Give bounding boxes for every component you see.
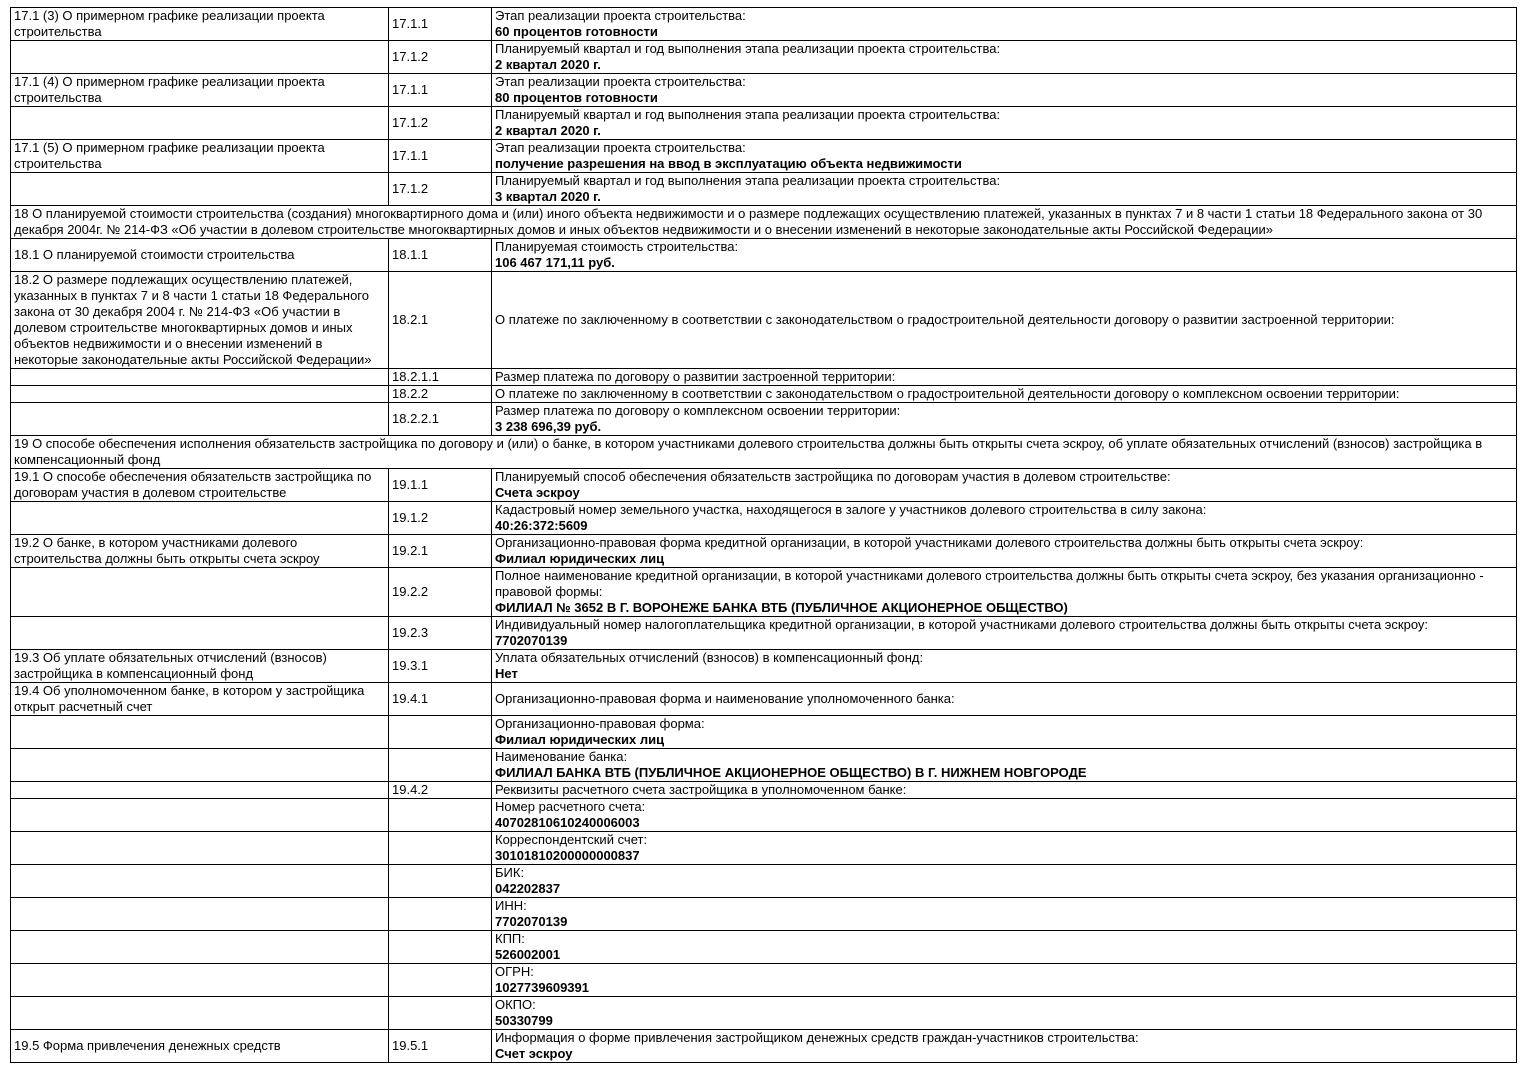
table-row [11,41,1517,74]
item-number-cell: 19.1.2 [389,502,492,535]
description-cell [11,931,389,964]
field-label: Организационно-правовая форма кредитной организации, в которой участниками долевого строительства должны быть открыты счета эскроу: [495,535,1364,550]
item-number-cell: 19.1.1 [389,469,492,502]
content-cell [492,782,1517,799]
section-header-cell: 19 О способе обеспечения исполнения обязательств застройщика по договору и (или) о банке, в котором участниками долевого строительства должны быть открыты счета эскроу, об уплате обязательных отчислений (взносов) застройщика в компенсационный фонд [11,436,1517,469]
content-cell [492,272,1517,369]
description-cell: 18.2 О размере подлежащих осуществлению платежей, указанных в пунктах 7 и 8 части 1 статьи 18 Федерального закона от 30 декабря 2004 г. № 214-ФЗ «Об участии в долевом строительстве многоквартирных домов и иных объектов недвижимости и о внесении изменений в некоторые законодательные акты Российской Федерации» [11,272,389,369]
table-row [11,386,1517,403]
table-row [11,683,1517,716]
field-value: 7702070139 [495,914,568,929]
field-value: 30101810200000000837 [495,848,640,863]
field-value: 7702070139 [495,633,568,648]
item-number-cell: 19.5.1 [389,1030,492,1063]
content-cell [492,173,1517,206]
description-cell [11,898,389,931]
field-label: ОКПО: [495,997,536,1012]
field-value: 1027739609391 [495,980,589,995]
item-number-cell [389,898,492,931]
item-number-cell: 19.4.1 [389,683,492,716]
description-cell: 19.3 Об уплате обязательных отчислений (взносов) застройщика в компенсационный фонд [11,650,389,683]
field-value: 2 квартал 2020 г. [495,57,601,72]
field-label: Полное наименование кредитной организации, в которой участниками долевого строительства должны быть открыты счета эскроу, без указания организационно - правовой формы: [495,568,1484,599]
field-label: Информация о форме привлечения застройщиком денежных средств граждан-участников строительства: [495,1030,1139,1045]
content-cell [492,403,1517,436]
item-number-cell [389,749,492,782]
field-label: Планируемый квартал и год выполнения этапа реализации проекта строительства: [495,107,1001,122]
table-row [11,469,1517,502]
item-number-cell [389,931,492,964]
description-cell [11,41,389,74]
table-row [11,403,1517,436]
item-number-cell: 18.2.2.1 [389,403,492,436]
content-cell [492,8,1517,41]
description-cell: 17.1 (5) О примерном графике реализации проекта строительства [11,140,389,173]
field-value: 80 процентов готовности [495,90,658,105]
field-label: ОГРН: [495,964,534,979]
table-row [11,74,1517,107]
content-cell [492,107,1517,140]
table-row [11,865,1517,898]
content-cell [492,568,1517,617]
field-label: Наименование банка: [495,749,628,764]
field-value: 40702810610240006003 [495,815,640,830]
description-cell [11,617,389,650]
item-number-cell: 19.2.2 [389,568,492,617]
table-row [11,239,1517,272]
table-row [11,650,1517,683]
description-cell [11,716,389,749]
field-label: Реквизиты расчетного счета застройщика в уполномоченном банке: [495,782,907,797]
item-number-cell: 18.2.2 [389,386,492,403]
item-number-cell: 17.1.1 [389,8,492,41]
field-label: ИНН: [495,898,527,913]
field-label: Этап реализации проекта строительства: [495,8,746,23]
item-number-cell [389,716,492,749]
field-label: Организационно-правовая форма и наименование уполномоченного банка: [495,691,955,706]
field-value: 50330799 [495,1013,553,1028]
description-cell: 19.1 О способе обеспечения обязательств застройщика по договорам участия в долевом строительстве [11,469,389,502]
field-label: БИК: [495,865,525,880]
content-cell [492,898,1517,931]
item-number-cell: 17.1.2 [389,41,492,74]
table-row [11,140,1517,173]
content-cell [492,469,1517,502]
section-header-cell: 18 О планируемой стоимости строительства (создания) многоквартирного дома и (или) иного объекта недвижимости и о размере подлежащих осуществлению платежей, указанных в пунктах 7 и 8 части 1 статьи 18 Федерального закона от 30 декабря 2004г. № 214-ФЗ «Об участии в долевом строительстве многоквартирных домов и иных объектов недвижимости и о внесении изменений в некоторые законодательные акты Российской Федерации» [11,206,1517,239]
content-cell [492,140,1517,173]
content-cell [492,369,1517,386]
description-cell [11,749,389,782]
field-value: Филиал юридических лиц [495,732,665,747]
field-value: 526002001 [495,947,561,962]
description-cell [11,107,389,140]
field-value: 60 процентов готовности [495,24,658,39]
content-cell [492,931,1517,964]
field-label: Планируемая стоимость строительства: [495,239,739,254]
item-number-cell: 17.1.1 [389,74,492,107]
table-row [11,964,1517,997]
field-value: 40:26:372:5609 [495,518,588,533]
table-row [11,749,1517,782]
declaration-table-body [11,8,1517,1063]
item-number-cell: 18.2.1.1 [389,369,492,386]
description-cell: 17.1 (4) О примерном графике реализации проекта строительства [11,74,389,107]
field-label: Планируемый квартал и год выполнения этапа реализации проекта строительства: [495,41,1001,56]
field-value: Филиал юридических лиц [495,551,665,566]
content-cell [492,683,1517,716]
field-value: ФИЛИАЛ № 3652 В Г. ВОРОНЕЖЕ БАНКА ВТБ (ПУБЛИЧНОЕ АКЦИОНЕРНОЕ ОБЩЕСТВО) [495,600,1068,615]
item-number-cell: 18.1.1 [389,239,492,272]
section-header-row [11,436,1517,469]
field-value: Счет эскроу [495,1046,573,1061]
table-row [11,535,1517,568]
field-label: О платеже по заключенному в соответствии с законодательством о градостроительной деятельности договору о развитии застроенной территории: [495,312,1395,327]
item-number-cell: 19.2.1 [389,535,492,568]
content-cell [492,239,1517,272]
description-cell [11,386,389,403]
field-value: ФИЛИАЛ БАНКА ВТБ (ПУБЛИЧНОЕ АКЦИОНЕРНОЕ ОБЩЕСТВО) В Г. НИЖНЕМ НОВГОРОДЕ [495,765,1087,780]
field-value: 042202837 [495,881,561,896]
description-cell: 19.2 О банке, в котором участниками долевого строительства должны быть открыты счета эскроу [11,535,389,568]
item-number-cell: 18.2.1 [389,272,492,369]
table-row [11,502,1517,535]
field-label: Планируемый способ обеспечения обязательств застройщика по договорам участия в долевом строительстве: [495,469,1171,484]
item-number-cell [389,799,492,832]
content-cell [492,799,1517,832]
table-row [11,369,1517,386]
content-cell [492,1030,1517,1063]
field-value: 3 238 696,39 руб. [495,419,602,434]
item-number-cell [389,832,492,865]
description-cell: 17.1 (3) О примерном графике реализации проекта строительства [11,8,389,41]
table-row [11,832,1517,865]
table-row [11,997,1517,1030]
description-cell [11,568,389,617]
field-label: Размер платежа по договору о развитии застроенной территории: [495,369,896,384]
description-cell: 18.1 О планируемой стоимости строительства [11,239,389,272]
description-cell [11,173,389,206]
item-number-cell [389,964,492,997]
table-row [11,272,1517,369]
content-cell [492,832,1517,865]
field-label: Кадастровый номер земельного участка, находящегося в залоге у участников долевого строительства в силу закона: [495,502,1207,517]
field-label: Корреспондентский счет: [495,832,648,847]
field-label: Размер платежа по договору о комплексном освоении территории: [495,403,901,418]
item-number-cell: 19.4.2 [389,782,492,799]
description-cell [11,832,389,865]
content-cell [492,502,1517,535]
description-cell [11,997,389,1030]
item-number-cell: 17.1.2 [389,173,492,206]
field-value: 3 квартал 2020 г. [495,189,601,204]
field-label: Индивидуальный номер налогоплательщика кредитной организации, в которой участниками долевого строительства должны быть открыты счета эскроу: [495,617,1429,632]
item-number-cell: 17.1.2 [389,107,492,140]
table-row [11,107,1517,140]
content-cell [492,749,1517,782]
content-cell [492,41,1517,74]
table-row [11,173,1517,206]
table-row [11,716,1517,749]
item-number-cell: 19.2.3 [389,617,492,650]
table-row [11,782,1517,799]
field-value: получение разрешения на ввод в эксплуатацию объекта недвижимости [495,156,962,171]
content-cell [492,997,1517,1030]
field-label: Этап реализации проекта строительства: [495,140,746,155]
table-row [11,617,1517,650]
field-value: Нет [495,666,518,681]
field-label: Уплата обязательных отчислений (взносов) в компенсационный фонд: [495,650,924,665]
project-declaration-table [10,7,1517,1063]
description-cell [11,369,389,386]
content-cell [492,865,1517,898]
item-number-cell [389,865,492,898]
description-cell: 19.4 Об уполномоченном банке, в котором у застройщика открыт расчетный счет [11,683,389,716]
table-row [11,931,1517,964]
field-label: Планируемый квартал и год выполнения этапа реализации проекта строительства: [495,173,1001,188]
field-label: О платеже по заключенному в соответствии с законодательством о градостроительной деятельности договору о комплексном освоении территории: [495,386,1400,401]
description-cell [11,502,389,535]
field-label: Организационно-правовая форма: [495,716,705,731]
section-header-row [11,206,1517,239]
field-label: Номер расчетного счета: [495,799,646,814]
table-row [11,8,1517,41]
item-number-cell: 17.1.1 [389,140,492,173]
table-row [11,568,1517,617]
field-value: Счета эскроу [495,485,580,500]
item-number-cell: 19.3.1 [389,650,492,683]
table-row [11,799,1517,832]
content-cell [492,386,1517,403]
content-cell [492,650,1517,683]
content-cell [492,535,1517,568]
description-cell [11,799,389,832]
field-label: Этап реализации проекта строительства: [495,74,746,89]
field-label: КПП: [495,931,525,946]
table-row [11,898,1517,931]
content-cell [492,74,1517,107]
table-row [11,1030,1517,1063]
item-number-cell [389,997,492,1030]
description-cell: 19.5 Форма привлечения денежных средств [11,1030,389,1063]
description-cell [11,782,389,799]
description-cell [11,964,389,997]
field-value: 2 квартал 2020 г. [495,123,601,138]
content-cell [492,964,1517,997]
description-cell [11,403,389,436]
description-cell [11,865,389,898]
field-value: 106 467 171,11 руб. [495,255,615,270]
content-cell [492,716,1517,749]
content-cell [492,617,1517,650]
